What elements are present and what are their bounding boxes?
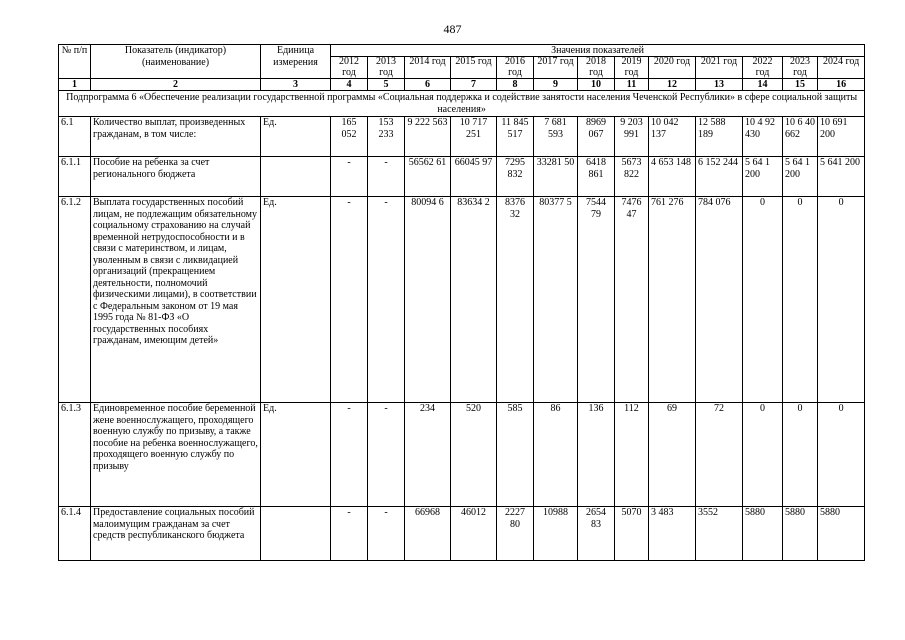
value-cell: 8969 067 <box>578 117 615 157</box>
row-indicator-name: Единовременное пособие беременной жене военнослужащего, проходящего военную службу по призыву, а также пособие на ребенка военнослужащего, проходящего военную службу по призыву <box>91 403 261 507</box>
header-year: 2019 год <box>615 57 649 79</box>
value-cell: 7544 79 <box>578 197 615 403</box>
column-number: 9 <box>534 79 578 91</box>
row-unit: Ед. <box>261 197 331 403</box>
row-code: 6.1 <box>59 117 91 157</box>
value-cell: 0 <box>818 403 865 507</box>
value-cell: 9 222 563 <box>405 117 451 157</box>
column-number: 4 <box>331 79 368 91</box>
row-code: 6.1.2 <box>59 197 91 403</box>
value-cell: 5880 <box>818 507 865 561</box>
value-cell: 5880 <box>743 507 783 561</box>
value-cell: 136 <box>578 403 615 507</box>
value-cell: 7476 47 <box>615 197 649 403</box>
value-cell: 5 64 1 200 <box>743 157 783 197</box>
row-indicator-name: Предоставление социальных пособий малоимущим гражданам за счет средств республиканского бюджета <box>91 507 261 561</box>
value-cell: 10 042 137 <box>649 117 696 157</box>
value-cell: 5070 <box>615 507 649 561</box>
value-cell: 2227 80 <box>497 507 534 561</box>
header-year: 2014 год <box>405 57 451 79</box>
column-number: 7 <box>451 79 497 91</box>
value-cell: - <box>331 507 368 561</box>
table-row <box>59 117 865 157</box>
row-unit <box>261 157 331 197</box>
header-year: 2012 год <box>331 57 368 79</box>
value-cell: 0 <box>783 403 818 507</box>
value-cell: 5880 <box>783 507 818 561</box>
value-cell: 5673 822 <box>615 157 649 197</box>
value-cell: - <box>331 197 368 403</box>
value-cell: 520 <box>451 403 497 507</box>
subprogram-row <box>59 91 865 117</box>
table-body <box>59 91 865 561</box>
row-indicator-name: Количество выплат, произведенных гражданам, в том числе: <box>91 117 261 157</box>
value-cell: 5 64 1 200 <box>783 157 818 197</box>
value-cell: 4 653 148 <box>649 157 696 197</box>
value-cell: 10988 <box>534 507 578 561</box>
column-number: 11 <box>615 79 649 91</box>
row-indicator-name: Пособие на ребенка за счет регионального бюджета <box>91 157 261 197</box>
value-cell: 56562 61 <box>405 157 451 197</box>
column-number: 8 <box>497 79 534 91</box>
value-cell: 0 <box>743 403 783 507</box>
value-cell: 585 <box>497 403 534 507</box>
value-cell: 5 641 200 <box>818 157 865 197</box>
value-cell: 784 076 <box>696 197 743 403</box>
value-cell: 6418 861 <box>578 157 615 197</box>
table-row <box>59 157 865 197</box>
column-number: 13 <box>696 79 743 91</box>
table-row <box>59 403 865 507</box>
value-cell: 10 691 200 <box>818 117 865 157</box>
header-year: 2015 год <box>451 57 497 79</box>
value-cell: - <box>368 157 405 197</box>
header-indicator: Показатель (индикатор) (наименование) <box>91 45 261 79</box>
header-year: 2023 год <box>783 57 818 79</box>
header-year: 2021 год <box>696 57 743 79</box>
header-unit: Единица измерения <box>261 45 331 79</box>
value-cell: 165 052 <box>331 117 368 157</box>
value-cell: 33281 50 <box>534 157 578 197</box>
header-year: 2017 год <box>534 57 578 79</box>
value-cell: 12 588 189 <box>696 117 743 157</box>
value-cell: 153 233 <box>368 117 405 157</box>
value-cell: 80377 5 <box>534 197 578 403</box>
value-cell: 83634 2 <box>451 197 497 403</box>
column-number: 6 <box>405 79 451 91</box>
header-year: 2018 год <box>578 57 615 79</box>
row-code: 6.1.1 <box>59 157 91 197</box>
row-unit: Ед. <box>261 403 331 507</box>
value-cell: 66045 97 <box>451 157 497 197</box>
value-cell: 69 <box>649 403 696 507</box>
value-cell: 2654 83 <box>578 507 615 561</box>
column-numbers-row <box>59 79 865 91</box>
indicators-table <box>58 44 865 561</box>
column-number: 10 <box>578 79 615 91</box>
value-cell: - <box>368 403 405 507</box>
value-cell: 0 <box>818 197 865 403</box>
value-cell: 66968 <box>405 507 451 561</box>
header-year: 2020 год <box>649 57 696 79</box>
value-cell: 9 203 991 <box>615 117 649 157</box>
value-cell: 72 <box>696 403 743 507</box>
value-cell: 46012 <box>451 507 497 561</box>
table-row <box>59 507 865 561</box>
row-code: 6.1.3 <box>59 403 91 507</box>
row-unit <box>261 507 331 561</box>
value-cell: 10 717 251 <box>451 117 497 157</box>
value-cell: 6 152 244 <box>696 157 743 197</box>
column-number: 2 <box>91 79 261 91</box>
value-cell: 0 <box>743 197 783 403</box>
header-values-group: Значения показателей <box>331 45 865 57</box>
value-cell: 112 <box>615 403 649 507</box>
value-cell: 80094 6 <box>405 197 451 403</box>
value-cell: 10 4 92 430 <box>743 117 783 157</box>
column-number: 14 <box>743 79 783 91</box>
value-cell: 0 <box>783 197 818 403</box>
column-number: 1 <box>59 79 91 91</box>
value-cell: 234 <box>405 403 451 507</box>
value-cell: 11 845 517 <box>497 117 534 157</box>
subprogram-title: Подпрограмма 6 «Обеспечение реализации государственной программы «Социальная поддержка и содействие занятости населения Чеченской Республики» в сфере социальной защиты населения» <box>59 91 865 117</box>
value-cell: 8376 32 <box>497 197 534 403</box>
value-cell: - <box>368 197 405 403</box>
value-cell: - <box>368 507 405 561</box>
column-number: 3 <box>261 79 331 91</box>
value-cell: - <box>331 157 368 197</box>
column-number: 16 <box>818 79 865 91</box>
header-num: № п/п <box>59 45 91 79</box>
column-number: 15 <box>783 79 818 91</box>
row-indicator-name: Выплата государственных пособий лицам, не подлежащим обязательному социальному страхованию на случай временной нетрудоспособности и в связи с материнством, и лицам, уволенным в связи с ликвидацией организаций (прекращением деятельности, полномочий физическими лицами), в соответствии с Федеральным законом от 19 мая 1995 года № 81-ФЗ «О государственных пособиях гражданам, имеющим детей» <box>91 197 261 403</box>
value-cell: 10 6 40 662 <box>783 117 818 157</box>
value-cell: 7295 832 <box>497 157 534 197</box>
table-header <box>59 45 865 91</box>
value-cell: 86 <box>534 403 578 507</box>
column-number: 12 <box>649 79 696 91</box>
table-row <box>59 197 865 403</box>
header-year: 2022 год <box>743 57 783 79</box>
header-year: 2013 год <box>368 57 405 79</box>
column-number: 5 <box>368 79 405 91</box>
page-number: 487 <box>443 22 462 36</box>
header-year: 2016 год <box>497 57 534 79</box>
header-year: 2024 год <box>818 57 865 79</box>
value-cell: 3 483 <box>649 507 696 561</box>
value-cell: 7 681 593 <box>534 117 578 157</box>
row-code: 6.1.4 <box>59 507 91 561</box>
value-cell: 761 276 <box>649 197 696 403</box>
value-cell: 3552 <box>696 507 743 561</box>
value-cell: - <box>331 403 368 507</box>
row-unit: Ед. <box>261 117 331 157</box>
